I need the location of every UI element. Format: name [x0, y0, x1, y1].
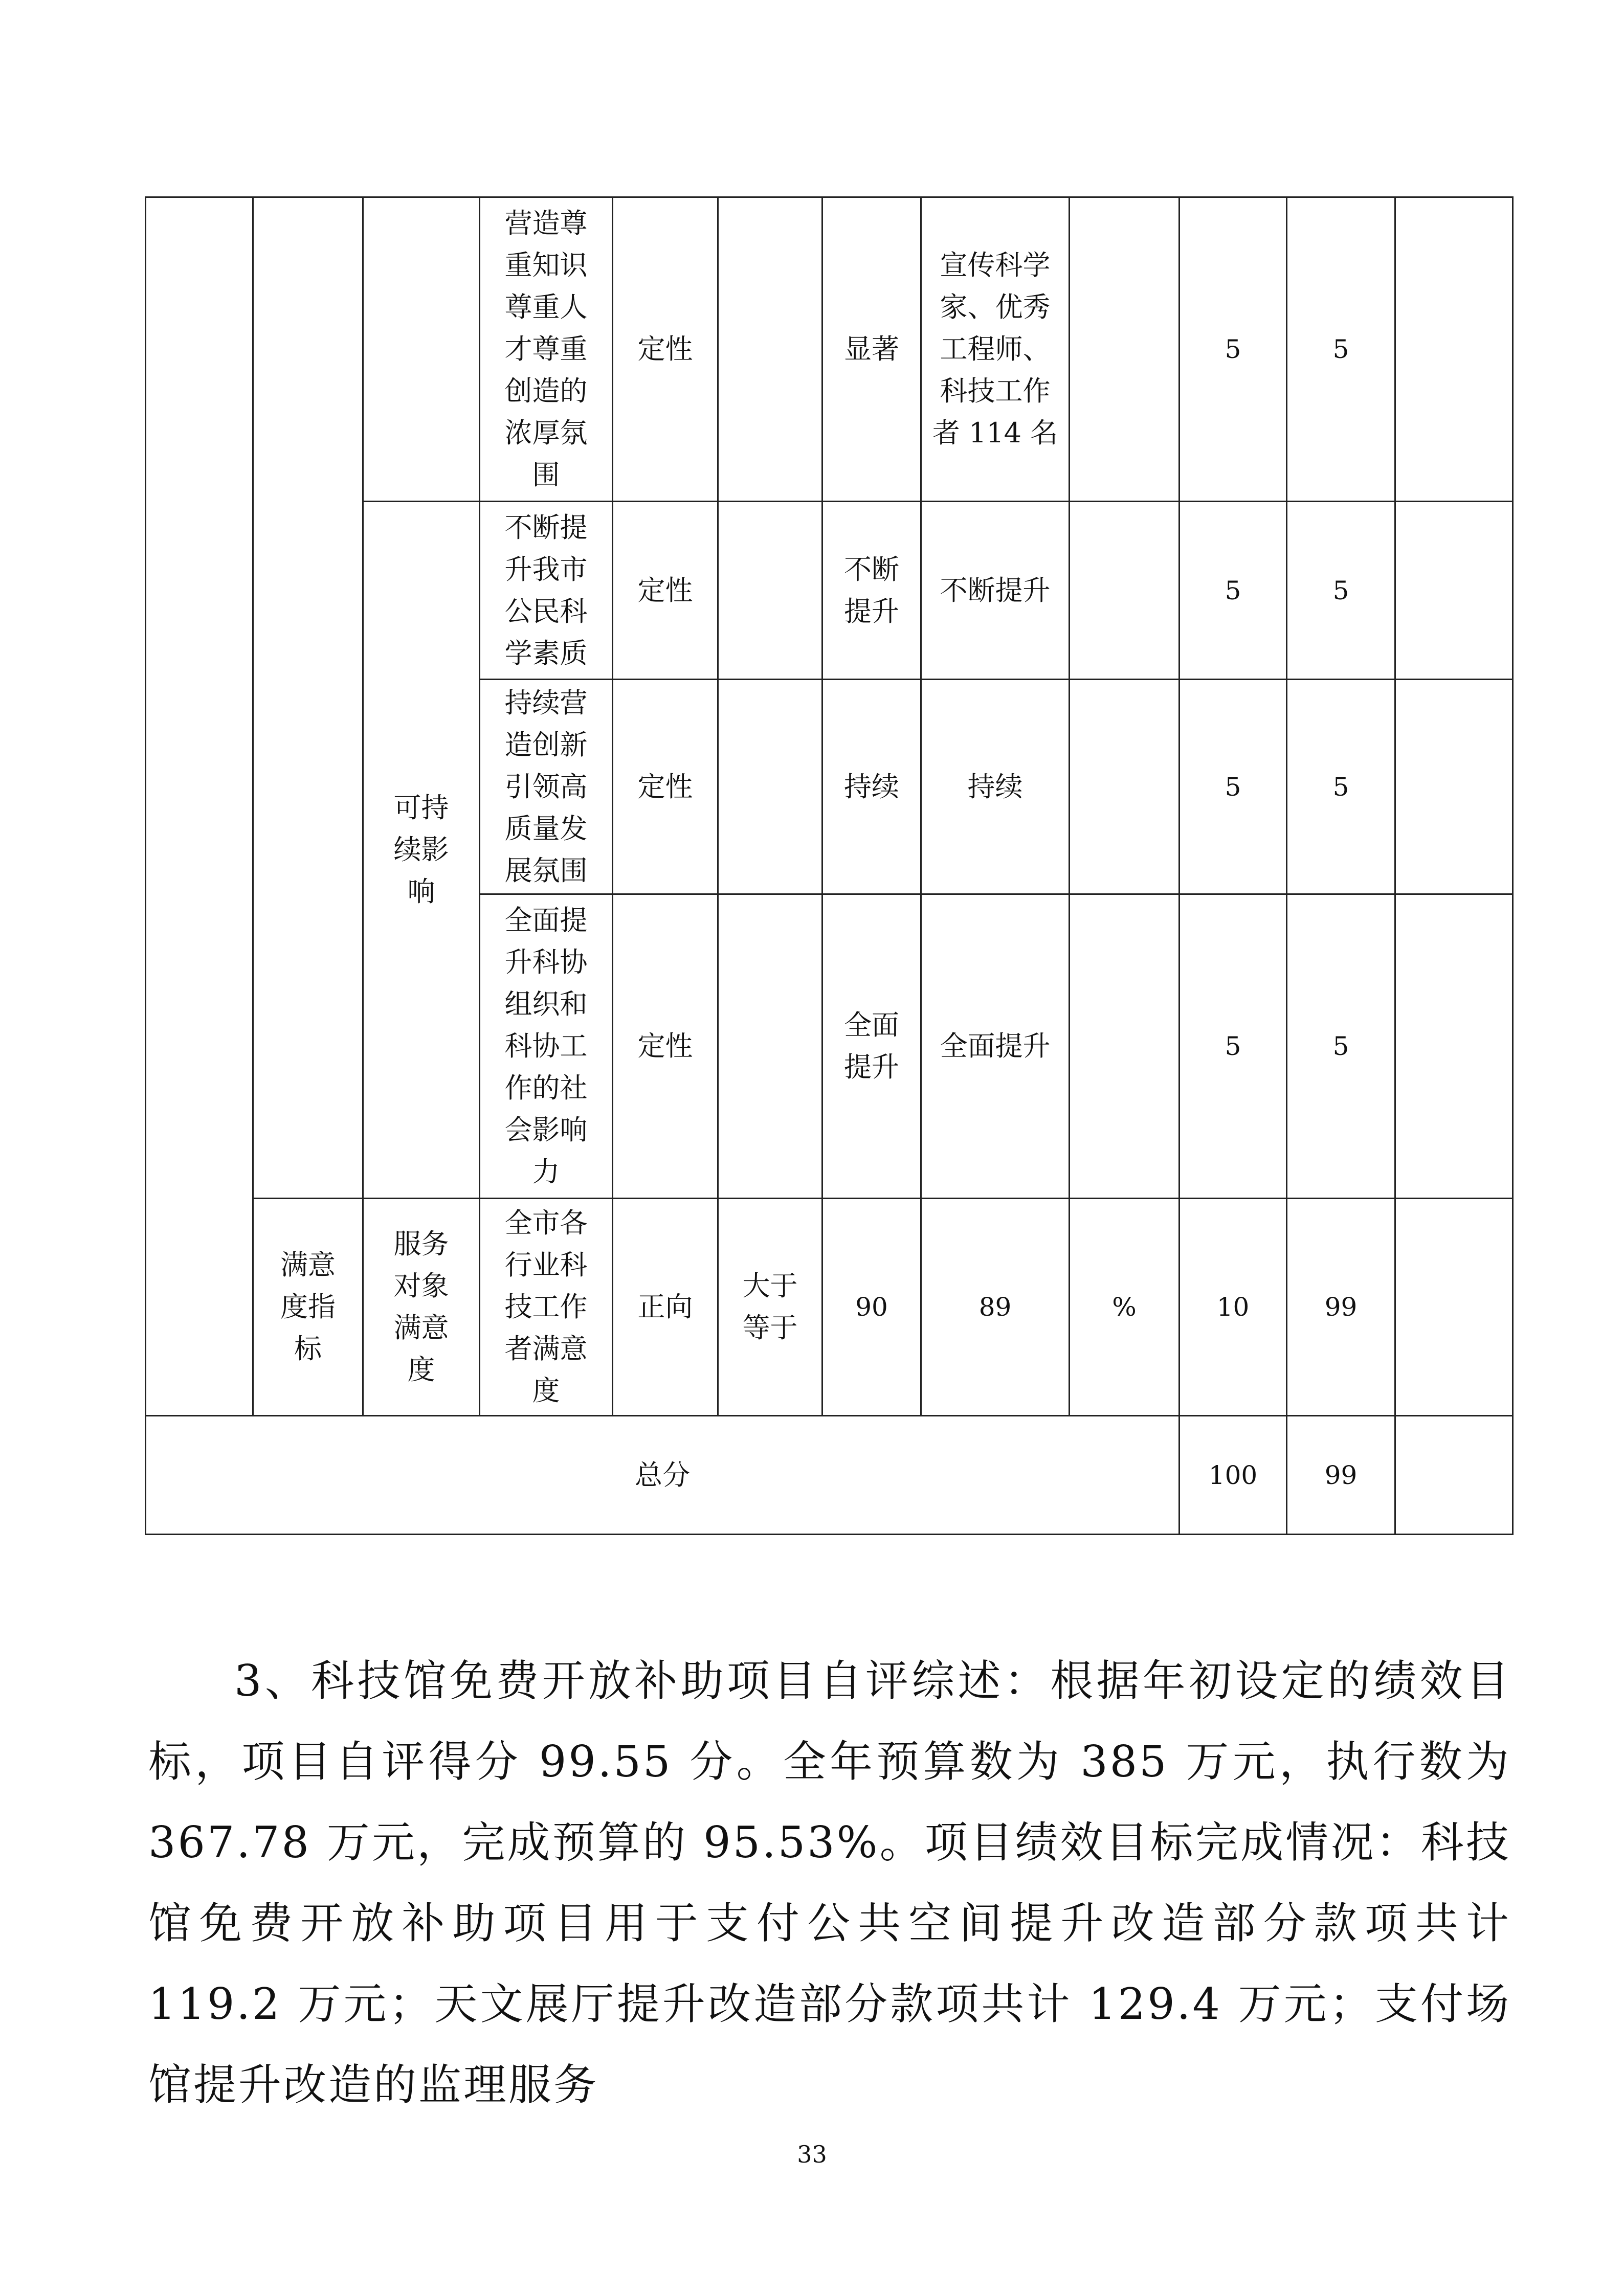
remark-cell	[1395, 680, 1513, 894]
actual-cell: 89	[921, 1199, 1070, 1416]
weight-cell: 10	[1180, 1199, 1287, 1416]
target-cell: 全面 提升	[822, 894, 921, 1199]
total-score: 99	[1287, 1416, 1395, 1535]
target-cell: 显著	[822, 197, 921, 502]
target-cell: 90	[822, 1199, 921, 1416]
remark-cell	[1395, 1199, 1513, 1416]
operator-cell	[718, 894, 822, 1199]
indicator-cell: 全市各 行业科 技工作 者满意 度	[480, 1199, 613, 1416]
actual-cell: 全面提升	[921, 894, 1070, 1199]
weight-cell: 5	[1180, 197, 1287, 502]
indicator-cell: 全面提 升科协 组织和 科协工 作的社 会影响 力	[480, 894, 613, 1199]
level3-cell	[363, 197, 480, 502]
score-cell: 99	[1287, 1199, 1395, 1416]
nature-cell: 定性	[613, 197, 718, 502]
actual-cell: 不断提升	[921, 502, 1070, 680]
nature-cell: 定性	[613, 680, 718, 894]
actual-cell: 持续	[921, 680, 1070, 894]
total-row	[146, 1416, 1513, 1535]
table-row	[146, 197, 1513, 502]
page-number: 33	[797, 2141, 827, 2168]
unit-cell	[1070, 894, 1180, 1199]
unit-cell	[1070, 680, 1180, 894]
nature-cell: 定性	[613, 502, 718, 680]
target-cell: 持续	[822, 680, 921, 894]
weight-cell: 5	[1180, 894, 1287, 1199]
operator-cell	[718, 502, 822, 680]
remark-cell	[1395, 894, 1513, 1199]
level2-cell: 满意 度指 标	[253, 1199, 363, 1416]
weight-cell: 5	[1180, 502, 1287, 680]
level2-cell	[253, 197, 363, 1199]
actual-cell: 宣传科学 家、优秀 工程师、 科技工作 者 114 名	[921, 197, 1070, 502]
target-cell: 不断 提升	[822, 502, 921, 680]
total-weight: 100	[1180, 1416, 1287, 1535]
score-cell: 5	[1287, 502, 1395, 680]
score-cell: 5	[1287, 197, 1395, 502]
remark-cell	[1395, 502, 1513, 680]
nature-cell: 正向	[613, 1199, 718, 1416]
remark-cell	[1395, 197, 1513, 502]
unit-cell	[1070, 197, 1180, 502]
nature-cell: 定性	[613, 894, 718, 1199]
score-cell: 5	[1287, 680, 1395, 894]
score-cell: 5	[1287, 894, 1395, 1199]
operator-cell: 大于 等于	[718, 1199, 822, 1416]
level1-cell	[146, 197, 253, 1416]
indicator-cell: 不断提 升我市 公民科 学素质	[480, 502, 613, 680]
unit-cell	[1070, 502, 1180, 680]
indicator-cell: 持续营 造创新 引领高 质量发 展氛围	[480, 680, 613, 894]
performance-table	[145, 196, 1514, 1535]
total-label: 总分	[146, 1416, 1180, 1535]
operator-cell	[718, 197, 822, 502]
summary-paragraph: 3、科技馆免费开放补助项目自评综述：根据年初设定的绩效目标，项目自评得分 99.55 分。全年预算数为 385 万元，执行数为 367.78 万元，完成预算的 95.53%。项目绩效目标完成情况：科技馆免费开放补助项目用于支付公共空间提升改造部分款项共计 119.2 万元；天文展厅提升改造部分款项共计 129.4 万元；支付场馆提升改造的监理服务	[148, 1656, 1511, 2110]
total-remark	[1395, 1416, 1513, 1535]
operator-cell	[718, 680, 822, 894]
unit-cell: %	[1070, 1199, 1180, 1416]
level3-cell: 可持 续影 响	[363, 502, 480, 1199]
indicator-cell: 营造尊 重知识 尊重人 才尊重 创造的 浓厚氛 围	[480, 197, 613, 502]
level3-cell: 服务 对象 满意 度	[363, 1199, 480, 1416]
table-row	[146, 1199, 1513, 1416]
weight-cell: 5	[1180, 680, 1287, 894]
